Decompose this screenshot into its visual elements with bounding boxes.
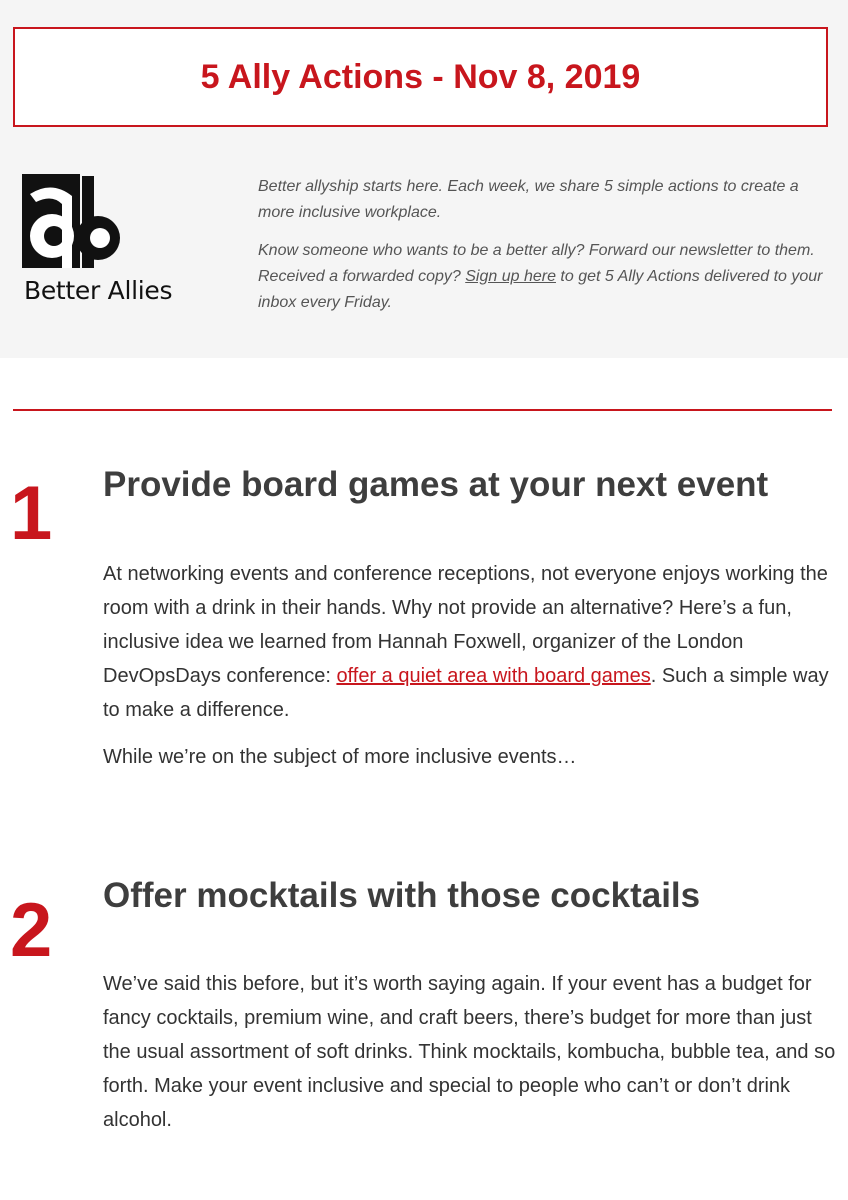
newsletter-title: 5 Ally Actions - Nov 8, 2019 — [200, 57, 641, 96]
logo-wordmark: Better Allies — [24, 276, 173, 305]
action-paragraph: While we’re on the subject of more inclusive events… — [103, 746, 577, 768]
action-heading: Provide board games at your next event — [103, 465, 769, 504]
intro-paragraph: Better allyship starts here. Each week, we share 5 simple actions to create a more inclusive workplace. — [258, 178, 799, 221]
header-band — [0, 0, 848, 358]
logo-mark-icon — [22, 174, 122, 274]
intro-forward-text: Know someone who wants to be a better ally? Forward our newsletter to them. Received a forwarded copy? — [258, 242, 815, 285]
board-games-link[interactable]: offer a quiet area with board games — [336, 665, 651, 687]
action-heading: Offer mocktails with those cocktails — [103, 876, 701, 915]
intro-forward-paragraph — [258, 238, 833, 316]
intro-forward-text-end: to get 5 Ally Actions delivered to your inbox every Friday. — [258, 268, 823, 311]
action-paragraph — [103, 557, 838, 727]
action-number: 1 — [10, 471, 53, 556]
action-text-end: . Such a simple way to make a difference. — [103, 665, 829, 721]
action-body — [103, 557, 838, 787]
action-text: At networking events and conference receptions, not everyone enjoys working the room with a drink in their hands. Why not provide an alternative? Here’s a fun, inclusive idea we learned from Hannah Foxwell, organizer of the London DevOpsDays conference: — [103, 563, 828, 687]
better-allies-logo[interactable] — [22, 174, 197, 314]
signup-link[interactable]: Sign up here — [465, 268, 556, 285]
intro-text — [258, 174, 833, 328]
title-banner — [13, 27, 828, 127]
action-paragraph: We’ve said this before, but it’s worth saying again. If your event has a budget for fancy cocktails, premium wine, and craft beers, there’s budget for more than just the usual assortment of soft drinks. Think mocktails, kombucha, bubble tea, and so forth. Make your event inclusive and special to people who can’t or don’t drink alcohol. — [103, 973, 836, 1131]
action-number: 2 — [10, 888, 53, 973]
action-body — [103, 967, 838, 1150]
section-divider — [13, 409, 832, 411]
